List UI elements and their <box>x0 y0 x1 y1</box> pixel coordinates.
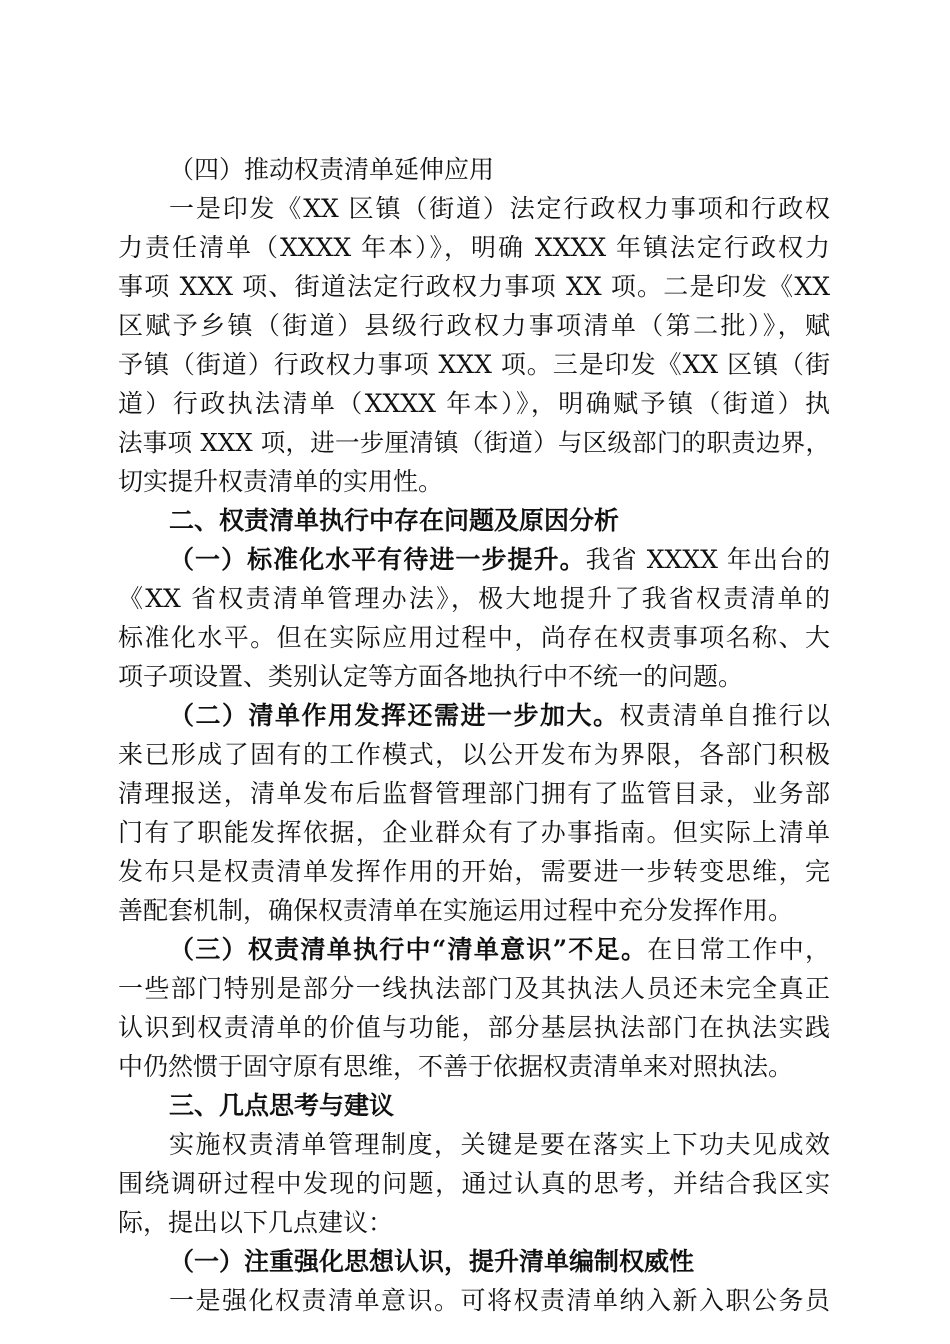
paragraph-line: 切实提升权责清单的实用性。 <box>118 467 444 496</box>
paragraph-line: 来已形成了固有的工作模式，以公开发布为界限，各部门积极 <box>118 740 830 769</box>
paragraph-line: 认识到权责清单的价值与功能，部分基层执法部门在执法实践 <box>118 1013 830 1042</box>
subsection-heading-4: （四）推动权责清单延伸应用 <box>169 155 495 184</box>
paragraph-line: 项子项设置、类别认定等方面各地执行中不统一的问题。 <box>118 662 744 691</box>
document-body <box>118 150 830 1320</box>
paragraph-line: 中仍然惯于固守原有思维，不善于依据权责清单来对照执法。 <box>118 1052 794 1081</box>
paragraph-line <box>118 696 830 735</box>
paragraph-line: 《XX 省权责清单管理办法》，极大地提升了我省权责清单的 <box>118 584 830 613</box>
paragraph-line: 法事项 XXX 项，进一步厘清镇（街道）与区级部门的职责边界， <box>118 428 830 457</box>
paragraph-line <box>118 540 830 579</box>
subsection-lead-3: （三）权责清单执行中“清单意识”不足。 <box>169 935 648 964</box>
paragraph-line: 际，提出以下几点建议： <box>118 1208 394 1237</box>
section-heading-2: 二、权责清单执行中存在问题及原因分析 <box>169 506 620 535</box>
paragraph-line: 一是印发《XX 区镇（街道）法定行政权力事项和行政权 <box>169 194 830 223</box>
paragraph-line <box>118 930 830 969</box>
paragraph-line: 实施权责清单管理制度，关键是要在落实上下功夫见成效 <box>169 1130 830 1159</box>
paragraph-line: 道）行政执法清单（XXXX 年本）》，明确赋予镇（街道）执 <box>118 389 830 418</box>
paragraph-line: 围绕调研过程中发现的问题，通过认真的思考，并结合我区实 <box>118 1169 830 1198</box>
paragraph-line: 区赋予乡镇（街道）县级行政权力事项清单（第二批）》，赋 <box>118 311 830 340</box>
paragraph-line: 力责任清单（XXXX 年本）》，明确 XXXX 年镇法定行政权力 <box>118 233 830 262</box>
paragraph-line: 发布只是权责清单发挥作用的开始，需要进一步转变思维，完 <box>118 857 830 886</box>
paragraph-line: 予镇（街道）行政权力事项 XXX 项。三是印发《XX 区镇（街 <box>118 350 830 379</box>
subsection-lead-1: （一）标准化水平有待进一步提升。 <box>169 545 586 574</box>
paragraph-line: 清理报送，清单发布后监督管理部门拥有了监管目录，业务部 <box>118 779 830 808</box>
paragraph-line: 一是强化权责清单意识。可将权责清单纳入新入职公务员 <box>169 1286 830 1315</box>
paragraph-text: 我省 XXXX 年出台的 <box>585 545 830 574</box>
paragraph-line: 一些部门特别是部分一线执法部门及其执法人员还未完全真正 <box>118 974 830 1003</box>
paragraph-line: 善配套机制，确保权责清单在实施运用过程中充分发挥作用。 <box>118 896 794 925</box>
section-heading-3: 三、几点思考与建议 <box>169 1091 395 1120</box>
subsection-heading-1: （一）注重强化思想认识，提升清单编制权威性 <box>169 1247 695 1276</box>
paragraph-line: 事项 XXX 项、街道法定行政权力事项 XX 项。二是印发《XX <box>118 272 830 301</box>
paragraph-line: 门有了职能发挥依据，企业群众有了办事指南。但实际上清单 <box>118 818 830 847</box>
subsection-lead-2: （二）清单作用发挥还需进一步加大。 <box>169 701 620 730</box>
paragraph-line: 标准化水平。但在实际应用过程中，尚存在权责事项名称、大 <box>118 623 830 652</box>
paragraph-text: 权责清单自推行以 <box>619 701 830 730</box>
paragraph-text: 在日常工作中， <box>647 935 830 964</box>
